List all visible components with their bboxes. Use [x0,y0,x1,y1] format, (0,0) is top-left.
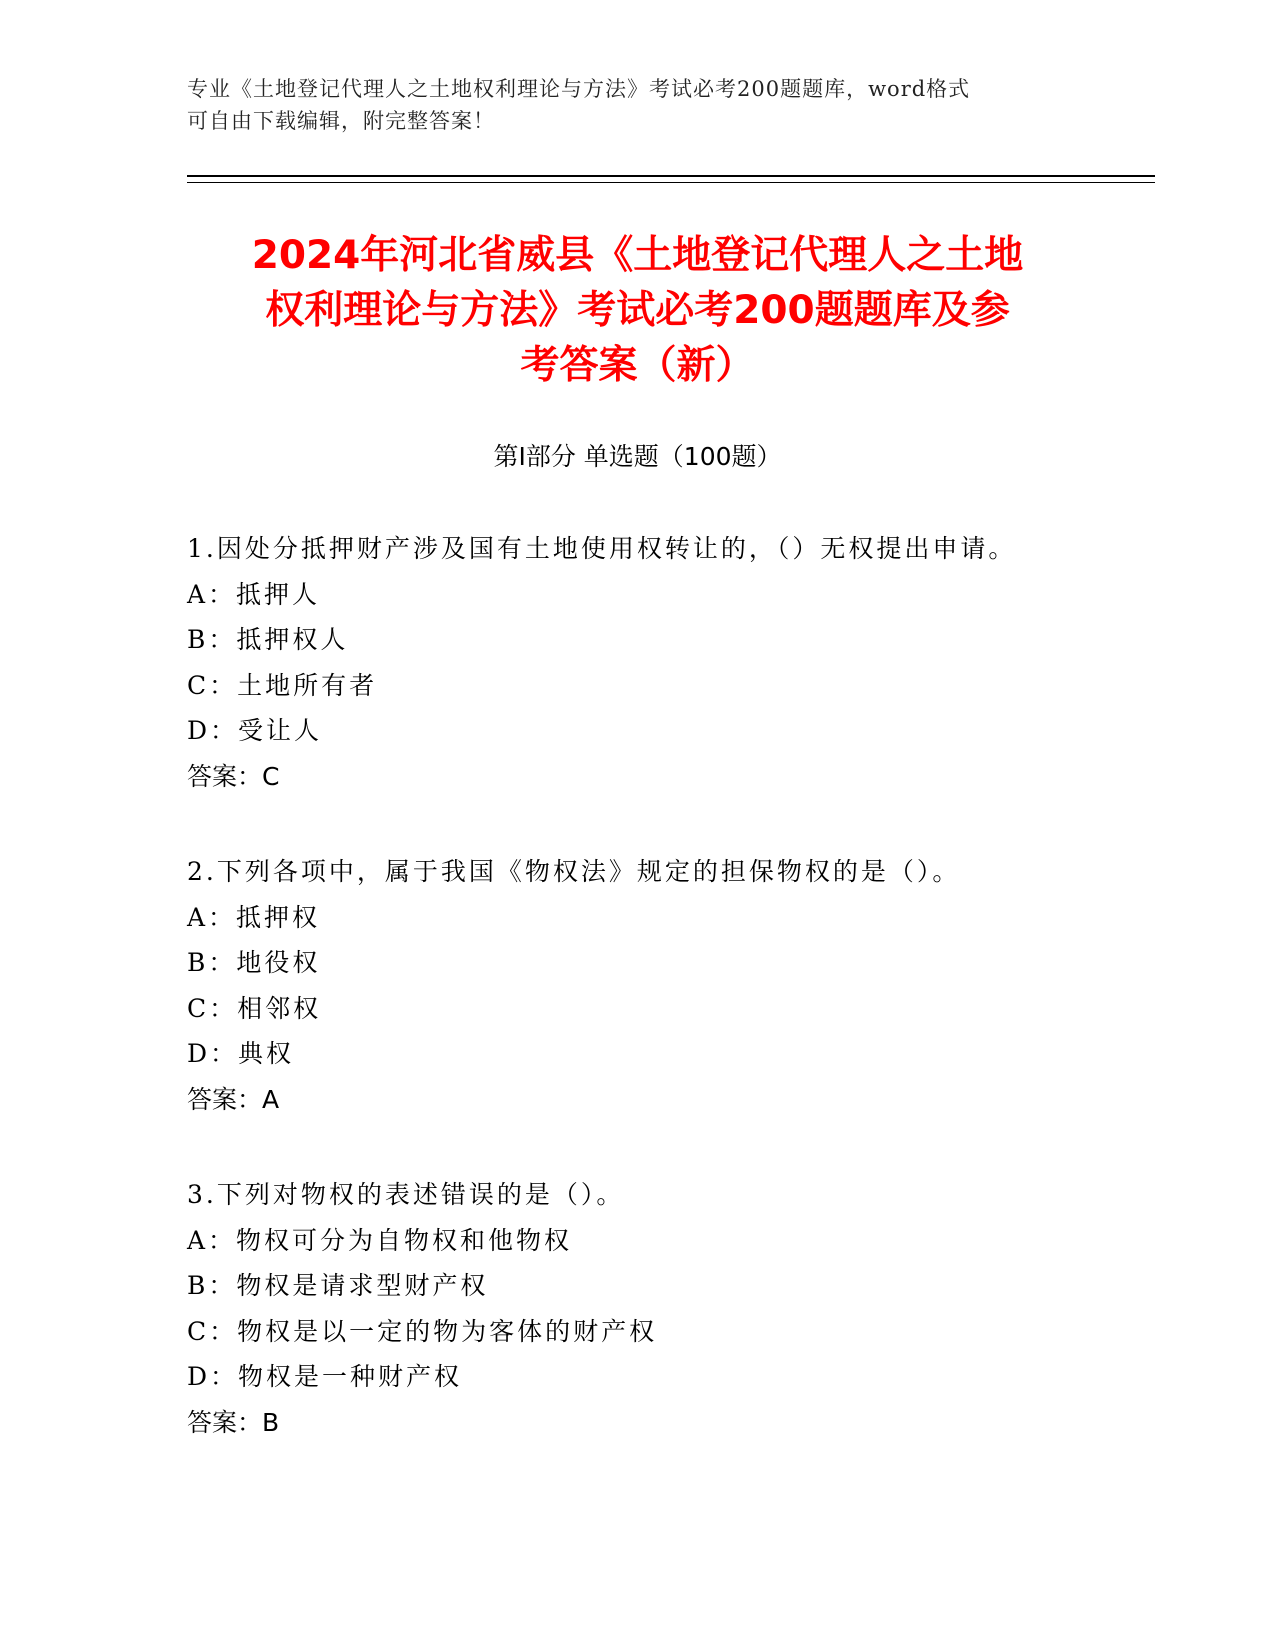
document-title [150,228,1125,393]
question-list [187,526,1137,1495]
option-b: B：地役权 [187,948,321,977]
option-d: D：受让人 [187,716,323,745]
option-c: C：物权是以一定的物为客体的财产权 [187,1316,658,1346]
question-stem: 1.因处分抵押财产涉及国有土地使用权转让的，（）无权提出申请。 [187,534,1017,563]
header-note-line-2: 可自由下载编辑，附完整答案！ [187,109,495,133]
answer-label: 答案：A [187,1084,280,1114]
question-stem: 2.下列各项中，属于我国《物权法》规定的担保物权的是（）。 [187,857,961,886]
option-d: D：典权 [187,1039,295,1068]
header-divider-thin [187,182,1155,183]
question-3 [187,1172,1137,1445]
option-b: B：物权是请求型财产权 [187,1271,489,1300]
document-title-line-1: 2024年河北省威县《土地登记代理人之土地 [251,233,1024,278]
section-heading: 第Ⅰ部分 单选题（100题） [493,442,782,471]
answer-label: 答案：C [187,761,280,791]
question-1 [187,526,1137,799]
option-c: C：土地所有者 [187,670,378,700]
question-2 [187,849,1137,1122]
document-title-line-2: 权利理论与方法》考试必考200题题库及参 [265,288,1010,333]
option-b: B：抵押权人 [187,625,349,654]
option-a: A：抵押权 [187,902,321,932]
document-title-line-3: 考答案（新） [520,343,755,388]
header-note-line-1: 专业《土地登记代理人之土地权利理论与方法》考试必考200题题库，word格式 [187,77,971,101]
header-divider-thick [187,175,1155,177]
option-d: D：物权是一种财产权 [187,1362,463,1391]
option-a: A：物权可分为自物权和他物权 [187,1225,573,1255]
option-c: C：相邻权 [187,993,322,1023]
header-note [187,73,1087,137]
answer-label: 答案：B [187,1407,280,1437]
option-a: A：抵押人 [187,579,321,609]
question-stem: 3.下列对物权的表述错误的是（）。 [187,1180,625,1209]
